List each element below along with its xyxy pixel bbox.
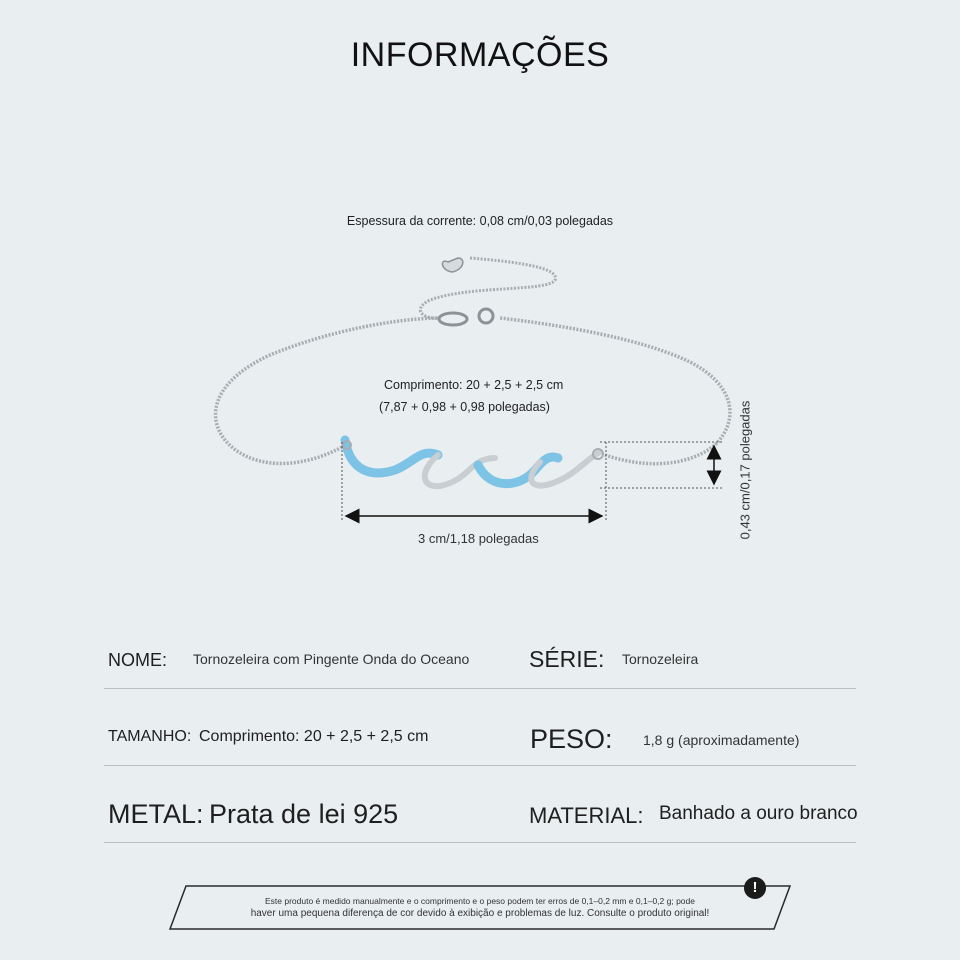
metal-label: METAL:	[108, 799, 204, 829]
disclaimer-line1: Este produto é medido manualmente e o comprimento e o peso podem ter erros de 0,1–0,2 mm e 0,1–0,2 g; pode	[265, 896, 695, 906]
nome-label: NOME:	[108, 650, 168, 670]
peso-label: PESO:	[530, 724, 613, 754]
serie-value: Tornozeleira	[622, 651, 699, 667]
peso-value: 1,8 g (aproximadamente)	[643, 732, 800, 748]
metal-value: Prata de lei 925	[209, 799, 399, 829]
chain-thickness-label: Espessura da corrente: 0,08 cm/0,03 polegadas	[346, 214, 614, 228]
material-value: Banhado a ouro branco	[659, 803, 858, 824]
tamanho-label: TAMANHO:	[108, 728, 192, 745]
length-label-cm: Comprimento: 20 + 2,5 + 2,5 cm	[384, 378, 564, 392]
page-title: INFORMAÇÕES	[350, 36, 610, 74]
warning-icon: !	[744, 877, 766, 899]
serie-label: SÉRIE:	[529, 646, 605, 672]
length-label-inches: (7,87 + 0,98 + 0,98 polegadas)	[379, 400, 550, 414]
material-label: MATERIAL:	[529, 803, 644, 828]
width-label: 3 cm/1,18 polegadas	[418, 531, 539, 546]
nome-value: Tornozeleira com Pingente Onda do Oceano	[193, 651, 470, 667]
tamanho-value: Comprimento: 20 + 2,5 + 2,5 cm	[199, 728, 429, 745]
disclaimer-line2: haver uma pequena diferença de cor devido à exibição e problemas de luz. Consulte o produto original!	[250, 908, 710, 919]
height-label: 0,43 cm/0,17 polegadas	[737, 400, 753, 540]
